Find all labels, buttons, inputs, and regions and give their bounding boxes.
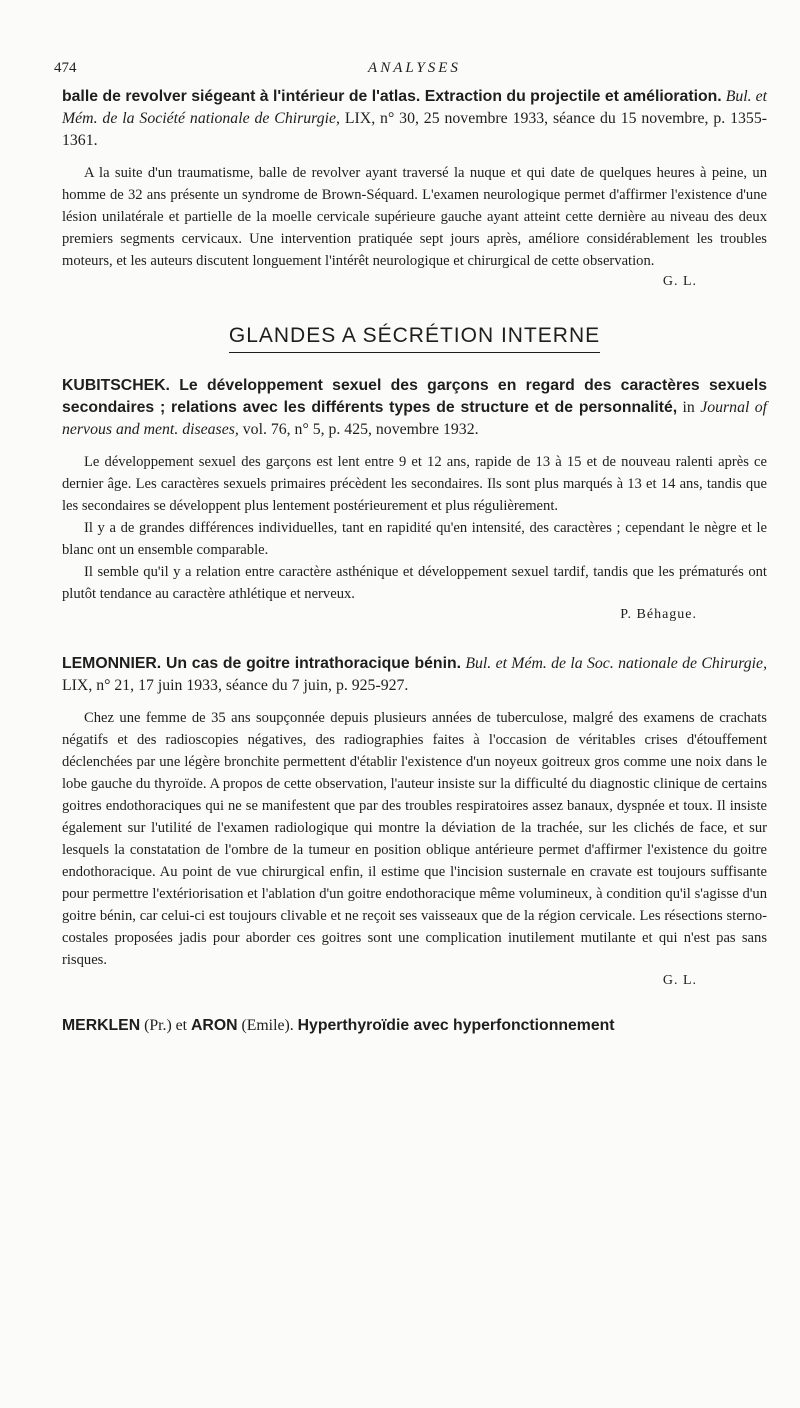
article-title: Hyperthyroïdie avec hyperfonctionnement bbox=[297, 1017, 615, 1034]
article-title: KUBITSCHEK. Le développement sexuel des garçons en regard des caractères sexuels secondaires ; relations avec les différents types de structure et de personnalité, bbox=[62, 377, 767, 416]
author-initials: (Pr.) et bbox=[144, 1017, 188, 1034]
author-signature: P. Béhague. bbox=[620, 607, 697, 622]
author-signature: G. L. bbox=[662, 973, 697, 988]
section-heading: GLANDES A SÉCRÉTION INTERNE bbox=[229, 324, 600, 353]
article-kubitschek bbox=[62, 375, 767, 623]
article-brown-sequard bbox=[62, 86, 767, 290]
paragraph: Chez une femme de 35 ans soupçonnée depuis plusieurs années de tuberculose, malgré des examens de crachats négatifs et des radioscopies négatives, des radiographies faites à l'occasion de véritables crises d'étouffement déclenchées par une légère bronchite permettent d'établir l'existence d'un noyeux goitreux gros comme une noix dans le lobe gauche du thyroïde. A propos de cette observation, l'auteur insiste sur la difficulté du diagnostic clinique de certains goitres endothoraciques qui ne se manifestent que par des troubles respiratoires assez banaux, dyspnée et toux. Il insiste également sur l'utilité de l'examen radiologique qui montre la déviation de la trachée, sur les clichés de face, et sur lesquels la constatation de l'ombre de la tumeur en position oblique antérieure permet d'affirmer l'existence du goitre endothoracique. Au point de vue chirurgical enfin, il estime que l'incision susternale en cravate est toujours suffisante pour permettre l'extériorisation et l'ablation d'un goitre endothoracique même volumineux, à condition qu'il s'agisse d'un goitre bénin, car celui-ci est toujours clivable et ne reçoit ses vaisseaux que de la région cervicale. Les résections sterno-costales proposées jadis pour aborder ces goitres sont une complication inutilement mutilante et qui n'est pas sans risques. bbox=[62, 710, 767, 968]
author-name: MERKLEN bbox=[62, 1017, 141, 1034]
article-title-block bbox=[62, 653, 767, 697]
running-title: ANALYSES bbox=[368, 60, 461, 76]
article-body bbox=[62, 451, 767, 605]
citation-details: vol. 76, n° 5, p. 425, novembre 1932. bbox=[242, 421, 479, 438]
citation-pre: in bbox=[682, 399, 695, 416]
author-signature: G. L. bbox=[662, 274, 697, 289]
article-body bbox=[62, 162, 767, 272]
author-initials: (Emile). bbox=[241, 1017, 294, 1034]
paragraph: Il y a de grandes différences individuelles, tant en rapidité qu'en intensité, des caractères ; cependant le nègre et le blanc ont un ensemble comparable. bbox=[62, 520, 767, 558]
section-heading-wrapper bbox=[62, 290, 767, 353]
article-title-block bbox=[62, 1015, 767, 1037]
article-title: LEMONNIER. Un cas de goitre intrathoracique bénin. bbox=[62, 655, 462, 672]
article-merklen-aron bbox=[62, 1015, 767, 1037]
page-number: 474 bbox=[54, 60, 77, 76]
paragraph: Il semble qu'il y a relation entre caractère asthénique et développement sexuel tardif, tandis que les prématurés ont plutôt tendance au caractère athlétique et nerveux. bbox=[62, 564, 767, 602]
document-page bbox=[54, 60, 768, 1037]
article-title-block bbox=[62, 86, 767, 152]
paragraph: Le développement sexuel des garçons est lent entre 9 et 12 ans, rapide de 13 à 15 et de nouveau ralenti après ce dernier âge. Les caractères sexuels primaires précèdent les secondaires. Ils sont plus marqués à 13 et 14 ans, tandis que les secondaires se développent plus lentement postérieurement et plus régulièrement. bbox=[62, 454, 767, 514]
citation-details: LIX, n° 30, 25 novembre 1933, séance du 15 novembre, p. 1355-1361. bbox=[62, 110, 767, 149]
article-lemonnier bbox=[62, 653, 767, 989]
citation-details: LIX, n° 21, 17 juin 1933, séance du 7 juin, p. 925-927. bbox=[62, 677, 409, 694]
paragraph: A la suite d'un traumatisme, balle de revolver ayant traversé la nuque et qui date de quelques heures à peine, un homme de 32 ans présente un syndrome de Brown-Séquard. L'examen neurologique permet d'affirmer l'existence d'une lésion unilatérale et partielle de la moelle cervicale supérieure gauche ayant atteint cette dernière au niveau des deux premiers segments cervicaux. Une intervention pratiquée sept jours après, améliore considérablement les troubles moteurs, et les auteurs discutent longuement l'intérêt neurologique et chirurgical de cette observation. bbox=[62, 165, 767, 269]
article-body bbox=[62, 707, 767, 971]
citation-journal: Journal of nervous and ment. diseases, bbox=[62, 399, 768, 438]
author-name: ARON bbox=[191, 1017, 238, 1034]
article-title-block bbox=[62, 375, 767, 441]
citation-journal: Bul. et Mém. de la Société nationale de Chirurgie, bbox=[62, 88, 767, 127]
citation-journal: Bul. et Mém. de la Soc. nationale de Chirurgie, bbox=[465, 655, 768, 672]
running-head bbox=[54, 60, 767, 86]
article-title: balle de revolver siégeant à l'intérieur de l'atlas. Extraction du projectile et amélioration. bbox=[62, 88, 722, 105]
